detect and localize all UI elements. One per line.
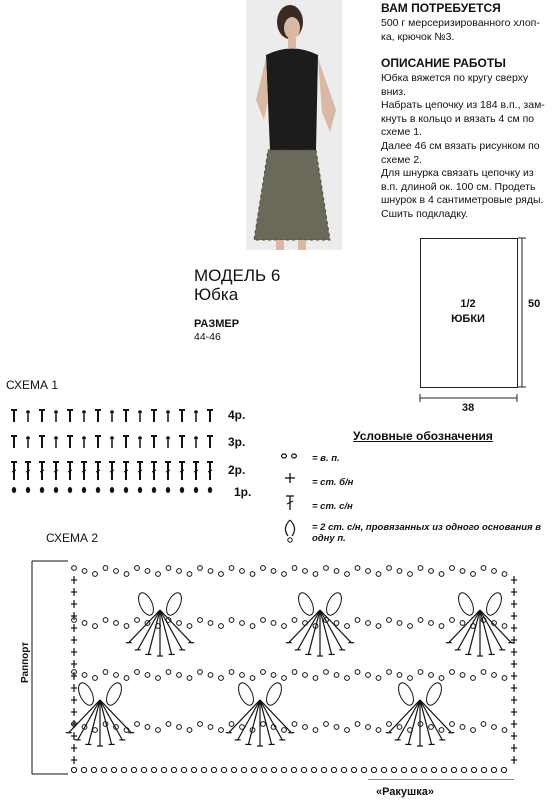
legend-item-2: = ст. б/н bbox=[312, 477, 354, 488]
repeat-label: Раппорт bbox=[20, 641, 31, 683]
work-text: Юбка вяжется по кругу сверху вниз. Набрать цепочку из 184 в.п., зам- кнуть в кольцо и вязать 4 см по схеме 1. Далее 46 см вязать рисунком по схеме 2. Для шнурка связать цепочку из в.п. длиной ок. 100 см. Продеть шнурок в 4 сантиметровые ряды. Сшить подкладку. bbox=[381, 72, 545, 220]
scheme2-chart bbox=[30, 556, 530, 780]
scheme1-row-4: 4р. bbox=[228, 408, 246, 422]
legend-item-3: = ст. с/н bbox=[312, 501, 353, 512]
scheme1-row-2: 2р. bbox=[228, 463, 246, 477]
dim-height: 50 bbox=[528, 298, 541, 310]
model-subtitle: Юбка bbox=[194, 285, 239, 304]
size-label: РАЗМЕР bbox=[194, 318, 240, 330]
size-value: 44-46 bbox=[194, 331, 221, 343]
dim-width: 38 bbox=[462, 402, 475, 414]
scheme2-title: СХЕМА 2 bbox=[46, 531, 99, 545]
pattern-label: ЮБКИ bbox=[451, 313, 485, 325]
cluster-icon bbox=[285, 520, 294, 542]
model-photo bbox=[246, 0, 342, 250]
pattern-fraction: 1/2 bbox=[460, 298, 476, 310]
dimension-lines bbox=[410, 230, 550, 410]
single-crochet-icon bbox=[285, 473, 295, 483]
legend-icons bbox=[280, 448, 310, 548]
scheme1-row-3: 3р. bbox=[228, 435, 246, 449]
legend-title: Условные обозначения bbox=[353, 429, 493, 443]
work-heading: ОПИСАНИЕ РАБОТЫ bbox=[381, 56, 506, 70]
scheme1-title: СХЕМА 1 bbox=[6, 378, 59, 392]
double-crochet-icon bbox=[286, 496, 294, 510]
scheme1-row-1: 1р. bbox=[234, 485, 252, 499]
legend-item-1: = в. п. bbox=[312, 453, 340, 464]
materials-text: 500 г мерсеризированного хлоп- ка, крючок №3. bbox=[381, 17, 540, 43]
shell-label: «Ракушка» bbox=[376, 786, 434, 798]
legend-item-4: = 2 ст. с/н, провязанных из одного основания в одну п. bbox=[312, 522, 542, 544]
model-title: МОДЕЛЬ 6 bbox=[194, 266, 281, 285]
chain-stitch-icon bbox=[282, 454, 297, 458]
materials-heading: ВАМ ПОТРЕБУЕТСЯ bbox=[381, 1, 501, 15]
scheme1-chart bbox=[8, 404, 223, 499]
